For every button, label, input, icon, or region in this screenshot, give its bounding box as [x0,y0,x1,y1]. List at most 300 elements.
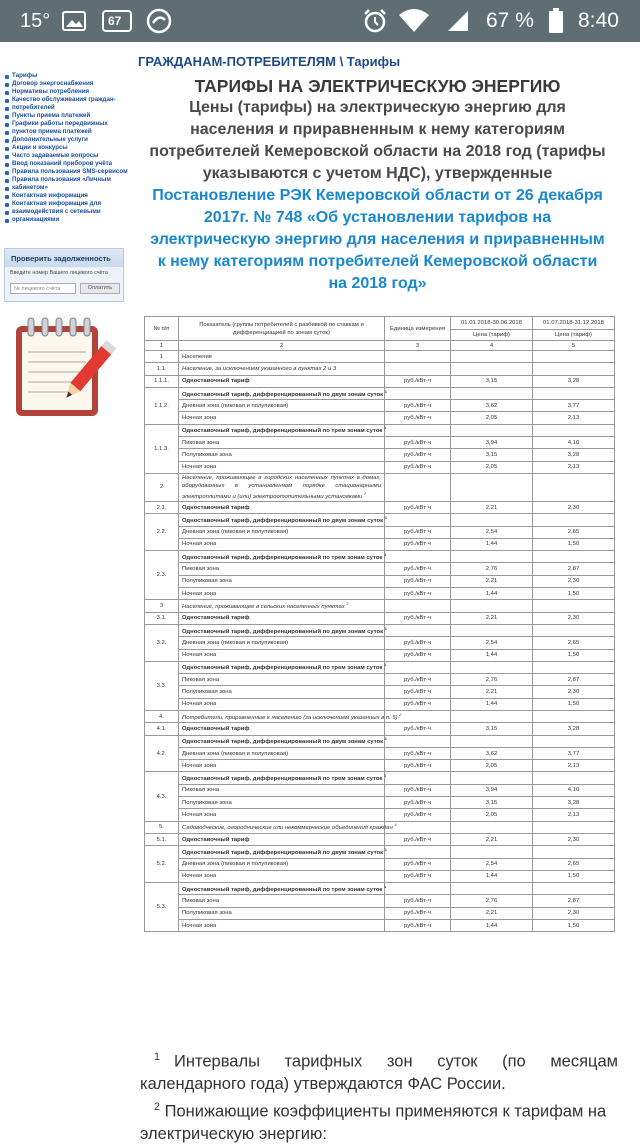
cell-price-h1 [451,624,533,636]
header-price1: Цена (тариф) [451,330,533,341]
pay-button[interactable]: Оплатить [80,283,120,294]
cell-price-h1 [451,351,533,363]
cell-indicator-text: Одноставочный тариф [182,836,250,843]
cell-num: 1.1.2. [145,387,179,424]
cell-price-h2: 2,30 [533,686,615,698]
cell-unit: руб./кВт·ч [385,760,451,772]
cell-price-h1: 2,05 [451,461,533,473]
footnote-ref: 1 [384,737,387,742]
cell-indicator-text: Пиковая зона [182,898,220,905]
cell-price-h2: 2,65 [533,637,615,649]
tariff-table [144,316,615,932]
cell-indicator [179,846,385,858]
colnum-2: 2 [179,341,385,351]
cell-price-h1: 2,21 [451,907,533,919]
table-row [145,784,615,796]
page-title: ТАРИФЫ НА ЭЛЕКТРИЧЕСКУЮ ЭНЕРГИЮ [194,76,561,96]
cell-unit: руб./кВт·ч [385,437,451,449]
sidebar-item[interactable]: организациями [4,216,128,224]
colnum-4: 4 [451,341,533,351]
cell-num: 5. [145,821,179,833]
cell-indicator [179,387,385,399]
cell-num: 5.3. [145,883,179,932]
table-row [145,870,615,882]
table-row [145,883,615,895]
cell-indicator [179,600,385,612]
cell-price-h2: 1,50 [533,920,615,932]
cell-indicator-text: Полупиковая зона [182,799,232,806]
footnote-ref: 1 [384,626,387,631]
cell-price-h2 [533,514,615,526]
cell-price-h1 [451,846,533,858]
image-icon [62,0,86,42]
table-row [145,624,615,636]
cell-unit: руб./кВт·ч [385,461,451,473]
cell-price-h1 [451,551,533,563]
footnote-2-text: Понижающие коэффициенты применяются к тарифам на электрическую энергию: [140,1102,607,1143]
cell-price-h2 [533,351,615,363]
sidebar-item[interactable]: Дополнительные услуги [4,136,128,144]
cell-unit: руб./кВт·ч [385,637,451,649]
table-row [145,437,615,449]
cell-unit: руб./кВт·ч [385,375,451,387]
cell-indicator [179,588,385,600]
cell-indicator-text: Пиковая зона [182,787,220,794]
cell-unit: руб./кВт·ч [385,870,451,882]
cell-indicator-text: Потребители, приравненные к населению (за исключением указанных в п. 5) [182,714,398,721]
cell-price-h2: 1,50 [533,649,615,661]
cell-indicator-text: Ночная зона [182,464,217,471]
cell-price-h1 [451,514,533,526]
cell-price-h1: 2,21 [451,501,533,513]
table-row [145,387,615,399]
cell-unit: руб./кВт·ч [385,449,451,461]
table-row [145,674,615,686]
subtitle-line: указываются с учетом НДС), утвержденные [202,165,553,182]
table-row [145,747,615,759]
sidebar-item[interactable]: пунктов приема платежей [4,128,128,136]
table-row [145,760,615,772]
cell-indicator-text: Ночная зона [182,652,217,659]
cell-price-h1: 1,44 [451,588,533,600]
cell-indicator-text: Дневная зона (пиковая и полупиковая) [182,529,289,536]
cell-price-h2 [533,883,615,895]
cell-indicator [179,686,385,698]
cell-indicator-text: Пиковая зона [182,439,220,446]
cell-price-h1: 2,54 [451,858,533,870]
cell-indicator [179,563,385,575]
cell-indicator [179,723,385,735]
clock: 8:40 [578,9,619,32]
cell-num: 1.1. [145,363,179,375]
cell-indicator [179,883,385,895]
sidebar-item[interactable]: кабинетом» [4,184,128,192]
cell-indicator-text: Пиковая зона [182,566,220,573]
subtitle-line: Цены (тарифы) на электрическую энергию для [189,99,566,116]
status-bar [0,0,640,42]
cell-price-h1 [451,772,533,784]
sidebar-item[interactable]: Качество обслуживания граждан- [4,96,128,104]
cell-unit: руб./кВт·ч [385,858,451,870]
cell-price-h2 [533,600,615,612]
cell-indicator [179,375,385,387]
cell-indicator-text: Одноставочный тариф, дифференцированный по трем зонам суток [182,554,383,561]
cell-unit: руб./кВт·ч [385,809,451,821]
cell-indicator-text: Одноставочный тариф, дифференцированный по трем зонам суток [182,665,383,672]
table-row [145,563,615,575]
cell-price-h1: 3,94 [451,437,533,449]
decree-link-line[interactable]: Постановление РЭК Кемеровской области от 26 декабря [152,187,603,204]
sidebar-item[interactable]: Акции и конкурсы [4,144,128,152]
footnote-ref: 2 [346,601,349,606]
cell-price-h2: 2,87 [533,563,615,575]
cell-price-h2: 1,50 [533,588,615,600]
sidebar-nav [4,72,128,224]
cell-unit: руб./кВт·ч [385,895,451,907]
cell-num: 2.3. [145,551,179,600]
cell-unit: руб./кВт·ч [385,400,451,412]
footnote-ref: 1 [384,426,387,431]
header-period1: 01.01.2018-30.06.2018 [451,317,533,330]
decree-link-line[interactable]: 2017г. № 748 «Об установлении тарифов на [203,209,552,226]
footnote-1-text: Интервалы тарифных зон суток (по месяцам календарного года) утверждаются ФАС России. [140,1052,618,1093]
cell-unit: руб./кВт·ч [385,649,451,661]
table-row [145,735,615,747]
cell-price-h1: 2,21 [451,612,533,624]
cell-price-h2 [533,661,615,673]
cell-indicator-text: Садоводческие, огороднические или некоммерческие объединения граждан [182,825,393,832]
table-row [145,895,615,907]
footnote-ref: 1 [384,884,387,889]
cell-price-h2: 2,13 [533,760,615,772]
cell-indicator-text: Ночная зона [182,701,217,708]
cell-unit: руб./кВт·ч [385,526,451,538]
cell-price-h1: 1,44 [451,920,533,932]
cell-price-h1: 1,44 [451,698,533,710]
cell-indicator-text: Ночная зона [182,812,217,818]
cell-unit: руб./кВт·ч [385,698,451,710]
cell-indicator-text: Ночная зона [182,590,217,597]
cell-unit: руб./кВт·ч [385,538,451,550]
cell-indicator [179,514,385,526]
table-row [145,461,615,473]
sidebar-item[interactable]: Графики работы передвижных [4,120,128,128]
cell-price-h2: 3,77 [533,747,615,759]
cell-price-h2 [533,387,615,399]
cell-price-h2: 3,77 [533,400,615,412]
cell-price-h1 [451,710,533,722]
table-row [145,400,615,412]
table-row [145,449,615,461]
cell-indicator-text: Одноставочный тариф, дифференцированный по двум зонам суток [182,739,384,746]
table-row [145,797,615,809]
cell-num: 4.2. [145,735,179,772]
table-row [145,920,615,932]
cell-indicator [179,575,385,587]
cell-indicator-text: Дневная зона (пиковая и полупиковая) [182,639,289,646]
cell-price-h2: 2,30 [533,501,615,513]
footnote-ref: 2 [363,491,367,496]
cell-price-h1 [451,600,533,612]
cell-price-h1: 3,15 [451,375,533,387]
table-row [145,551,615,563]
cell-num: 1.1.3. [145,424,179,473]
cell-indicator [179,760,385,772]
cell-price-h2 [533,363,615,375]
cell-price-h2: 2,13 [533,809,615,821]
cell-indicator [179,809,385,821]
footnote-ref: 1 [384,552,387,557]
cell-num: 4. [145,710,179,722]
footnote-ref: 1 [384,389,387,394]
sidebar-item[interactable]: Тарифы [4,72,128,80]
cell-unit [385,772,451,784]
cell-price-h2: 2,13 [533,461,615,473]
notepad-icon [14,316,108,418]
cell-indicator [179,674,385,686]
subtitle-line: населения и приравненным к нему категориям [190,121,565,138]
battery-icon [548,0,564,42]
cell-indicator-text: Ночная зона [182,873,217,880]
footnote-2 [140,1096,618,1145]
sidebar-item[interactable]: Нормативы потребления [4,88,128,96]
account-number-input[interactable]: № лицевого счёта [10,283,76,294]
cell-indicator-text: Одноставочный тариф [182,378,250,385]
cell-price-h2: 1,50 [533,698,615,710]
alarm-icon [362,0,388,42]
sidebar-item[interactable]: потребителей [4,104,128,112]
table-row [145,501,615,513]
temperature: 15° [20,9,51,32]
header-indicator: Показатель (группы потребителей с разбивкой по ставкам и дифференциацией по зонам суток) [179,317,385,341]
cell-price-h1: 1,44 [451,649,533,661]
cell-indicator-text: Полупиковая зона [182,910,232,917]
header-price2: Цена (тариф) [533,330,615,341]
cell-indicator [179,661,385,673]
cell-unit [385,514,451,526]
cell-unit: руб./кВт·ч [385,612,451,624]
cell-unit [385,551,451,563]
cell-price-h1 [451,387,533,399]
cell-indicator [179,461,385,473]
cell-price-h2: 2,65 [533,858,615,870]
cell-price-h2 [533,473,615,501]
cell-unit: руб./кВт·ч [385,723,451,735]
cell-unit: руб./кВт·ч [385,784,451,796]
cell-price-h1: 3,15 [451,449,533,461]
cell-unit: руб./кВт·ч [385,412,451,424]
cell-indicator-text: Одноставочный тариф [182,615,250,622]
cell-num: 1 [145,351,179,363]
notification-count: 67 [108,14,122,28]
battery-percent: 67 % [486,9,534,32]
cell-unit [385,661,451,673]
cell-price-h2: 3,28 [533,449,615,461]
cell-price-h1 [451,821,533,833]
cell-indicator-text: Одноставочный тариф, дифференцированный по трем зонам суток [182,428,383,435]
decree-link-line[interactable]: к нему категориям потребителей Кемеровской области [157,253,598,270]
table-row [145,661,615,673]
table-row [145,363,615,375]
cell-indicator [179,400,385,412]
cell-unit: руб./кВт·ч [385,563,451,575]
cell-unit: руб./кВт·ч [385,747,451,759]
cell-price-h1: 2,76 [451,895,533,907]
cell-price-h1 [451,473,533,501]
table-row [145,612,615,624]
cell-num: 4.1. [145,723,179,735]
table-row [145,809,615,821]
sidebar-item[interactable]: Правила пользования «Личным [4,176,128,184]
cell-indicator [179,821,397,833]
cell-price-h2: 2,30 [533,575,615,587]
table-row [145,473,615,501]
cell-indicator-text: Ночная зона [182,922,217,929]
page-content [0,42,640,1143]
cell-indicator-text: Дневная зона (пиковая и полупиковая) [182,861,289,868]
cell-indicator [179,907,385,919]
colnum-5: 5 [533,341,615,351]
signal-icon [446,0,470,42]
cell-indicator [179,437,385,449]
cell-price-h2 [533,710,615,722]
cell-num: 2.2. [145,514,179,551]
sidebar-item[interactable]: Контактная информация [4,192,128,200]
cell-indicator [179,649,385,661]
cell-num: 5.1. [145,833,179,845]
cell-price-h1: 2,54 [451,637,533,649]
debt-widget-hint: Введите номер Вашего лицевого счёта [10,270,108,276]
table-row [145,588,615,600]
cell-indicator [179,624,385,636]
cell-price-h2 [533,821,615,833]
decree-link-line[interactable]: электрическую энергию для населения и приравненным [150,231,605,248]
table-row [145,772,615,784]
table-row [145,412,615,424]
sidebar-item[interactable]: Часто задаваемые вопросы [4,152,128,160]
cell-indicator [179,784,385,796]
footnote-2-mark: 2 [154,1101,160,1113]
cell-indicator-text: Ночная зона [182,762,217,769]
debt-widget-title: Проверить задолженность [5,249,123,267]
cell-price-h1 [451,661,533,673]
cell-price-h2: 2,87 [533,895,615,907]
cell-indicator-text: Население, проживающее в сельских населенных пунктах [182,603,345,610]
footnote-ref: 1 [384,774,387,779]
cell-unit: руб./кВт·ч [385,588,451,600]
table-row [145,526,615,538]
cell-num: 3.3. [145,661,179,710]
table-row [145,600,615,612]
cell-price-h2 [533,551,615,563]
sidebar-item[interactable]: Правила пользования SMS-сервисом [4,168,128,176]
cell-unit [385,424,451,436]
cell-price-h2: 1,50 [533,538,615,550]
cell-unit: руб./кВт·ч [385,674,451,686]
cell-price-h1 [451,363,533,375]
cell-price-h2 [533,735,615,747]
cell-indicator [179,412,385,424]
cell-price-h2: 1,50 [533,870,615,882]
table-row [145,424,615,436]
cell-indicator-text: Одноставочный тариф, дифференцированный по двум зонам суток [182,391,384,398]
cell-unit [385,624,451,636]
cell-num: 5.2. [145,846,179,883]
cell-indicator-text: Одноставочный тариф [182,504,250,511]
cell-price-h2: 3,28 [533,723,615,735]
cell-price-h2: 2,30 [533,612,615,624]
cell-indicator [179,747,385,759]
sidebar-item[interactable]: Ввод показаний приборов учёта [4,160,128,168]
footnote-ref: 2 [399,712,402,717]
cell-price-h2: 4,10 [533,437,615,449]
cell-num: 3.1. [145,612,179,624]
sidebar-item[interactable]: Договор энергоснабжения [4,80,128,88]
sidebar-item[interactable]: Контактная информация для [4,200,128,208]
footnote-1-mark: 1 [154,1051,160,1063]
cell-indicator [179,920,385,932]
cell-price-h1: 2,21 [451,833,533,845]
wifi-icon [398,0,430,42]
decree-link[interactable] [140,185,615,295]
cell-unit [385,735,451,747]
table-row [145,649,615,661]
cell-price-h1 [451,424,533,436]
cell-indicator-text: Одноставочный тариф, дифференцированный по трем зонам суток [182,886,383,893]
decree-link-line[interactable]: на 2018 год» [328,275,427,292]
breadcrumb[interactable]: ГРАЖДАНАМ-ПОТРЕБИТЕЛЯМ \ Тарифы [138,54,401,69]
sidebar-item[interactable]: взаимодействия с сетевыми [4,208,128,216]
cell-indicator-text: Одноставочный тариф [182,725,250,732]
cell-price-h1: 2,21 [451,575,533,587]
sidebar-item[interactable]: Пункты приема платежей [4,112,128,120]
cell-price-h1: 1,44 [451,870,533,882]
cell-indicator [179,797,385,809]
header-num: № п/п [145,317,179,341]
cell-indicator [179,501,385,513]
cell-price-h1 [451,883,533,895]
cell-indicator [179,710,402,722]
table-row [145,858,615,870]
footnote-ref: 1 [384,847,387,852]
cell-price-h1: 2,05 [451,760,533,772]
header-unit: Единица измерения [385,317,451,341]
cell-price-h2 [533,424,615,436]
table-row [145,538,615,550]
table-row [145,698,615,710]
cell-price-h2: 2,13 [533,412,615,424]
footnote-1 [140,1046,618,1095]
cell-unit: руб./кВт·ч [385,501,451,513]
cell-price-h1: 2,05 [451,412,533,424]
cell-indicator [179,772,385,784]
cell-unit: руб./кВт·ч [385,833,451,845]
subtitle-line: потребителей Кемеровской области на 2018 год (тарифы [149,143,606,160]
cell-unit: руб./кВт·ч [385,575,451,587]
cell-price-h2: 3,28 [533,375,615,387]
cell-unit: руб./кВт·ч [385,686,451,698]
cell-indicator-text: Ночная зона [182,541,217,548]
cell-unit [385,351,451,363]
table-row [145,375,615,387]
cell-price-h1: 3,15 [451,797,533,809]
footnote-ref: 4 [394,823,397,828]
cell-indicator-text: Население [182,353,213,360]
debt-check-widget [4,248,124,302]
cell-unit [385,387,451,399]
header-period2: 01.07.2018-31.12.2018 [533,317,615,330]
table-row [145,833,615,845]
